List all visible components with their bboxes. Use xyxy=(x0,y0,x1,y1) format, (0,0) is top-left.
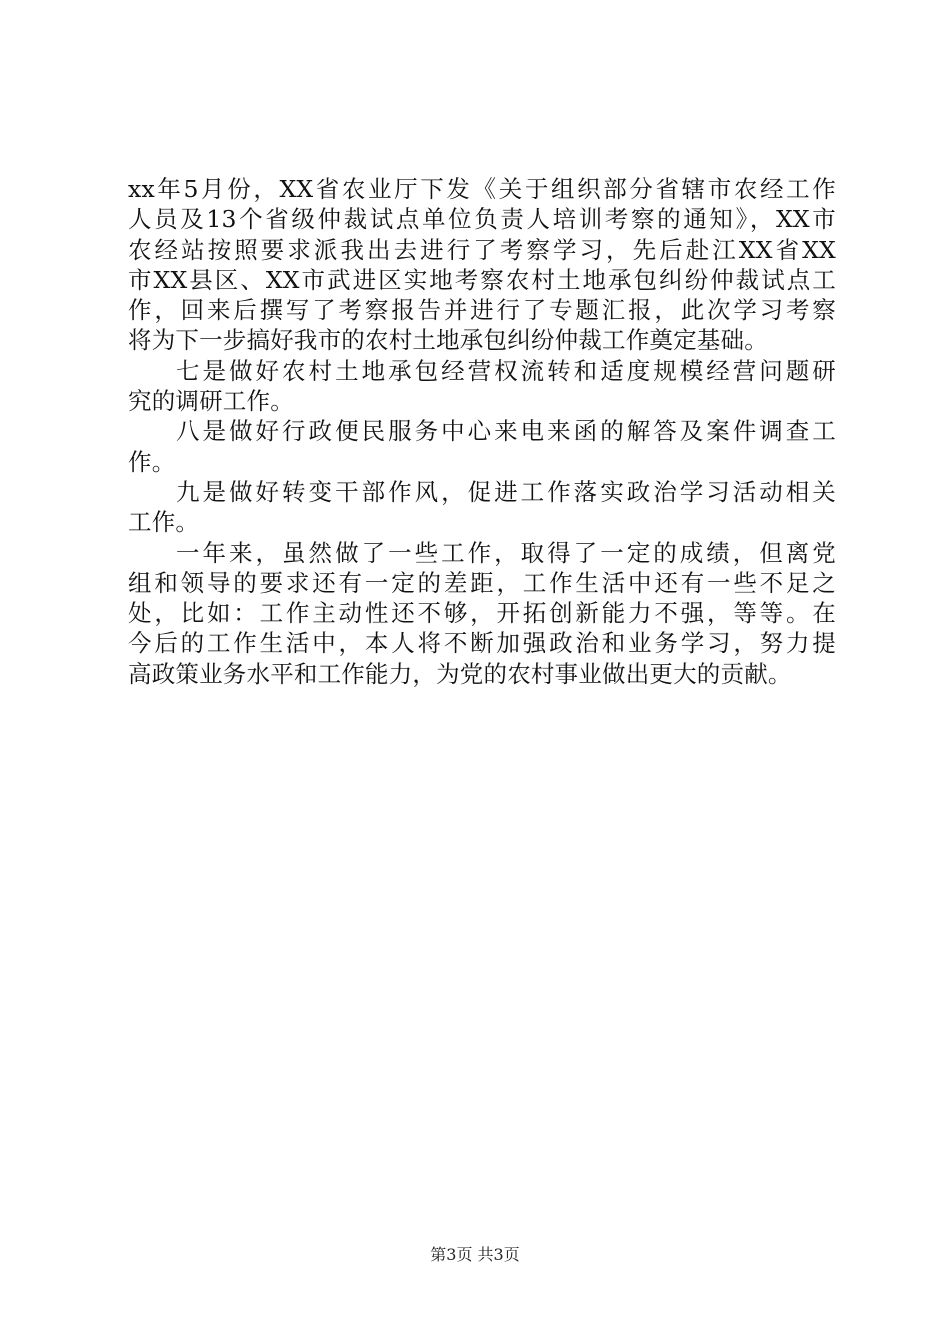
text-line: 究的调研工作。 xyxy=(128,387,294,416)
text-line: 农经站按照要求派我出去进行了考察学习，先后赴江XX省XX xyxy=(128,235,836,264)
text-line: 七是做好农村土地承包经营权流转和适度规模经营问题研 xyxy=(176,356,836,385)
text-line: 处，比如：工作主动性还不够，开拓创新能力不强，等等。在 xyxy=(128,599,836,628)
text-line: 作，回来后撰写了考察报告并进行了专题汇报，此次学习考察 xyxy=(128,296,836,325)
text-line: 八是做好行政便民服务中心来电来函的解答及案件调查工 xyxy=(176,417,836,446)
text-line: 工作。 xyxy=(128,508,200,537)
text-line: 一年来，虽然做了一些工作，取得了一定的成绩，但离党 xyxy=(176,538,836,567)
page-footer: 第3页 共3页 xyxy=(430,1245,520,1264)
text-line: 市XX县区、XX市武进区实地考察农村土地承包纠纷仲裁试点工 xyxy=(128,265,836,294)
text-line: 将为下一步搞好我市的农村土地承包纠纷仲裁工作奠定基础。 xyxy=(128,326,768,355)
text-line: 人员及13个省级仲裁试点单位负责人培训考察的通知》，XX市 xyxy=(128,205,836,234)
text-line: 作。 xyxy=(128,447,176,476)
text-line: 组和领导的要求还有一定的差距，工作生活中还有一些不足之 xyxy=(128,568,836,597)
document-body xyxy=(128,174,836,689)
text-line: 今后的工作生活中，本人将不断加强政治和业务学习，努力提 xyxy=(128,629,836,658)
text-line: 高政策业务水平和工作能力，为党的农村事业做出更大的贡献。 xyxy=(128,659,792,688)
text-line: 九是做好转变干部作风，促进工作落实政治学习活动相关 xyxy=(176,477,836,506)
text-line: xx年5月份，XX省农业厅下发《关于组织部分省辖市农经工作 xyxy=(128,175,836,203)
